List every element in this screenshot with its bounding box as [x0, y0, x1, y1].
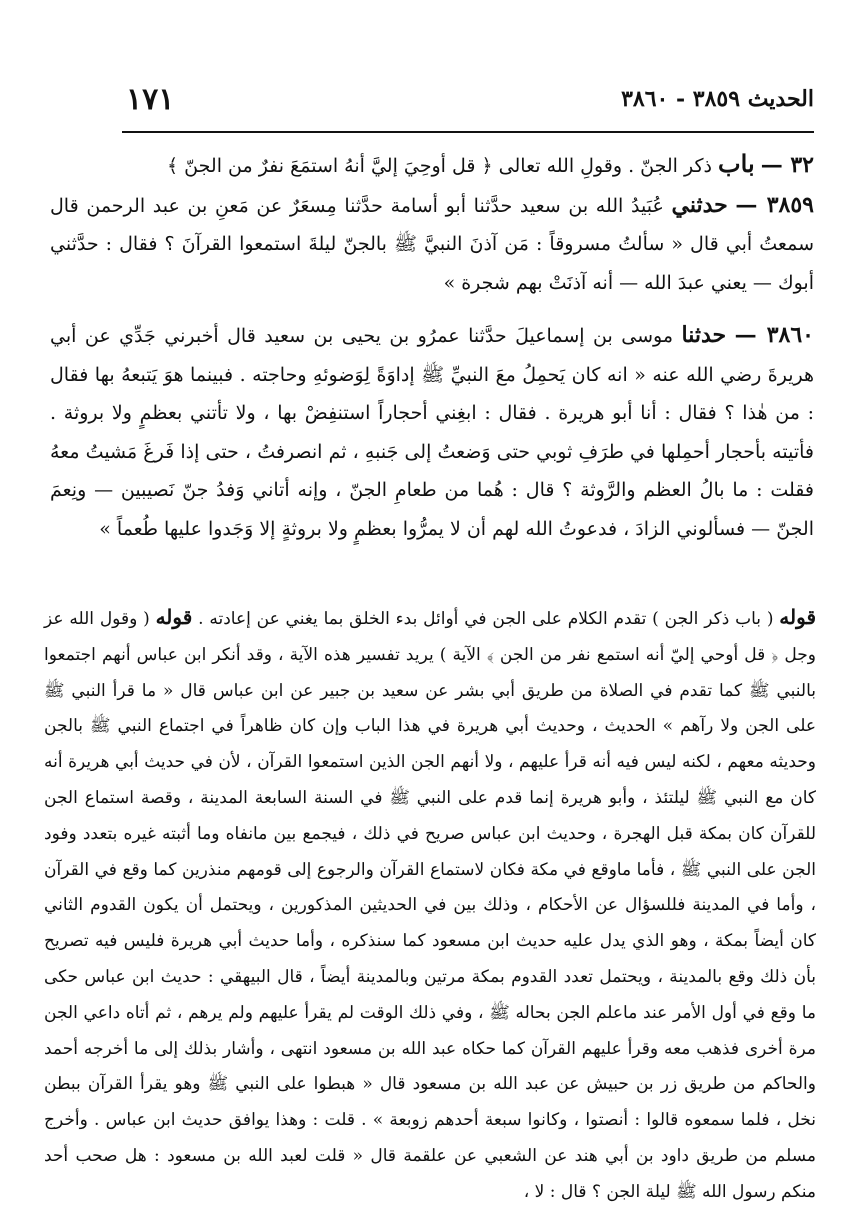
hadith-section — [50, 145, 814, 548]
hadith-text: موسى بن إسماعيلَ حدَّثنا عمرُو بن يحيى بن سعيد قال أخبرني جَدِّي عن أبي هريرةَ رضي الله عنه « انه كان يَحمِلُ معَ النبيِّ ﷺ إداوَةً لِوَضوئهِ وحاجته . فبينما هوَ يَتبعهُ بها فقال : من هٰذا ؟ فقال : أنا أبو هريرة . فقال : ابغِني أحجاراً استنفِضْ بها ، ولا تأتني بعظمٍ ولا بروثة . فأتيته بأحجار أحمِلها في طرَفِ ثوبي حتى وَضعتُ إلى جَنبهِ ، ثم انصرفتُ ، حتى إذا فَرغَ مَشيتُ معهُ فقلت : ما بالُ العظم والرَّوثة ؟ قال : هُما من طعامِ الجنّ ، وإنه أتاني وَفدُ جنّ نَصيبين — ونِعمَ الجنّ — فسألوني الزادَ ، فدعوتُ الله لهم أن لا يمرُّوا بعظمٍ ولا بروثةٍ إلا وَجَدوا عليها طُعماً » — [50, 325, 814, 540]
hadith-text: عُبَيدُ الله بن سعيد حدَّثنا أبو أسامة حدَّثنا مِسعَرٌ عن مَعنِ بن عبد الرحمن قال سمعتُ أبي قال « سألتُ مسروقاً : مَن آذنَ النبيَّ ﷺ بالجنّ ليلةَ استمعوا القرآنَ ؟ فقال : حدَّثني أبوك — يعني عبدَ الله — أنه آذنَتْ بهم شجرة » — [50, 194, 814, 294]
chapter-heading — [50, 145, 814, 186]
running-title: الحديث ٣٨٥٩ - ٣٨٦٠ — [621, 86, 814, 112]
chapter-title: ذكر الجنّ . وقولِ الله تعالى ﴿ قل أوحِيَ إليَّ أنهُ استمَعَ نفرٌ من الجنّ ﴾ — [167, 155, 712, 177]
commentary-section — [44, 600, 816, 1211]
header-divider — [122, 131, 814, 133]
hadith-number: ٣٨٥٩ — — [735, 191, 814, 218]
page-header — [122, 82, 814, 122]
commentary-lead: قوله — [779, 605, 817, 629]
commentary-text: ( وقول الله عز وجل ﴿ قل أوحي إليّ أنه استمع نفر من الجن ﴾ الآية ) يريد تفسير هذه الآية ، وقد أنكر ابن عباس أنهم اجتمعوا بالنبي ﷺ كما تقدم في الصلاة من طريق أبي بشر عن سعيد بن جبير عن ابن عباس قال « ما قرأ النبي ﷺ على الجن ولا رآهم » الحديث ، وحديث أبي هريرة في هذا الباب وإن كان ظاهراً في اجتماع النبي ﷺ بالجن وحديثه معهم ، لكنه ليس فيه أنه قرأ عليهم ، ولا أنهم الجن الذين استمعوا القرآن ، لأن في حديث أبي هريرة أنه كان مع النبي ﷺ ليلتئذ ، وأبو هريرة إنما قدم على النبي ﷺ في السنة السابعة المدينة ، وقصة استماع الجن للقرآن كان بمكة قبل الهجرة ، وحديث ابن عباس صريح في ذلك ، فيجمع بين مانفاه وما أثبته غيره بتعدد وفود الجن على النبي ﷺ ، فأما ماوقع في مكة فكان لاستماع القرآن والرجوع إلى قومهم منذرين كما وقع في القرآن ، وأما في المدينة فللسؤال عن الأحكام ، وذلك بين في الحديثين المذكورين ، ويحتمل أن يكون القدوم الثاني كان أيضاً بمكة ، وهو الذي يدل عليه حديث ابن مسعود كما سنذكره ، وأما حديث أبي هريرة فليس فيه تصريح بأن ذلك وقع بالمدينة ، ويحتمل تعدد القدوم بمكة مرتين وبالمدينة أيضاً ، قال البيهقي : حديث ابن عباس حكى ما وقع في أول الأمر عند ماعلم الجن بحاله ﷺ ، وفي ذلك الوقت لم يقرأ عليهم ولم يرهم ، ثم أتاه داعي الجن مرة أخرى فذهب معه وقرأ عليهم القرآن كما حكاه عبد الله بن مسعود انتهى ، وأشار بذلك إلى ما أخرجه أحمد والحاكم من طريق زر بن حبيش عن عبد الله بن مسعود قال « هبطوا على النبي ﷺ وهو يقرأ القرآن ببطن نخل ، فلما سمعوه قالوا : أنصتوا ، وكانوا سبعة أحدهم زوبعة » . قلت : وهذا يوافق حديث ابن عباس . وأخرج مسلم من طريق داود بن أبي هند عن الشعبي عن علقمة قال « قلت لعبد الله بن مسعود : هل صحب أحد منكم رسول الله ﷺ ليلة الجن ؟ قال : لا ، — [44, 609, 816, 1202]
narration-opener: حدثني — [671, 191, 728, 218]
commentary-lead: قوله — [155, 605, 193, 629]
chapter-label: باب — [718, 149, 755, 178]
page-number: ١٧١ — [126, 82, 175, 117]
chapter-number: ٣٢ — — [760, 152, 814, 178]
commentary-text: ( باب ذكر الجن ) تقدم الكلام على الجن في أوائل بدء الخلق بما يغني عن إعادته . — [198, 609, 774, 629]
hadith-3860 — [50, 316, 814, 548]
hadith-3859 — [50, 186, 814, 303]
hadith-number: ٣٨٦٠ — — [734, 322, 814, 348]
commentary-paragraph — [44, 600, 816, 1211]
narration-opener: حدثنا — [681, 322, 727, 348]
